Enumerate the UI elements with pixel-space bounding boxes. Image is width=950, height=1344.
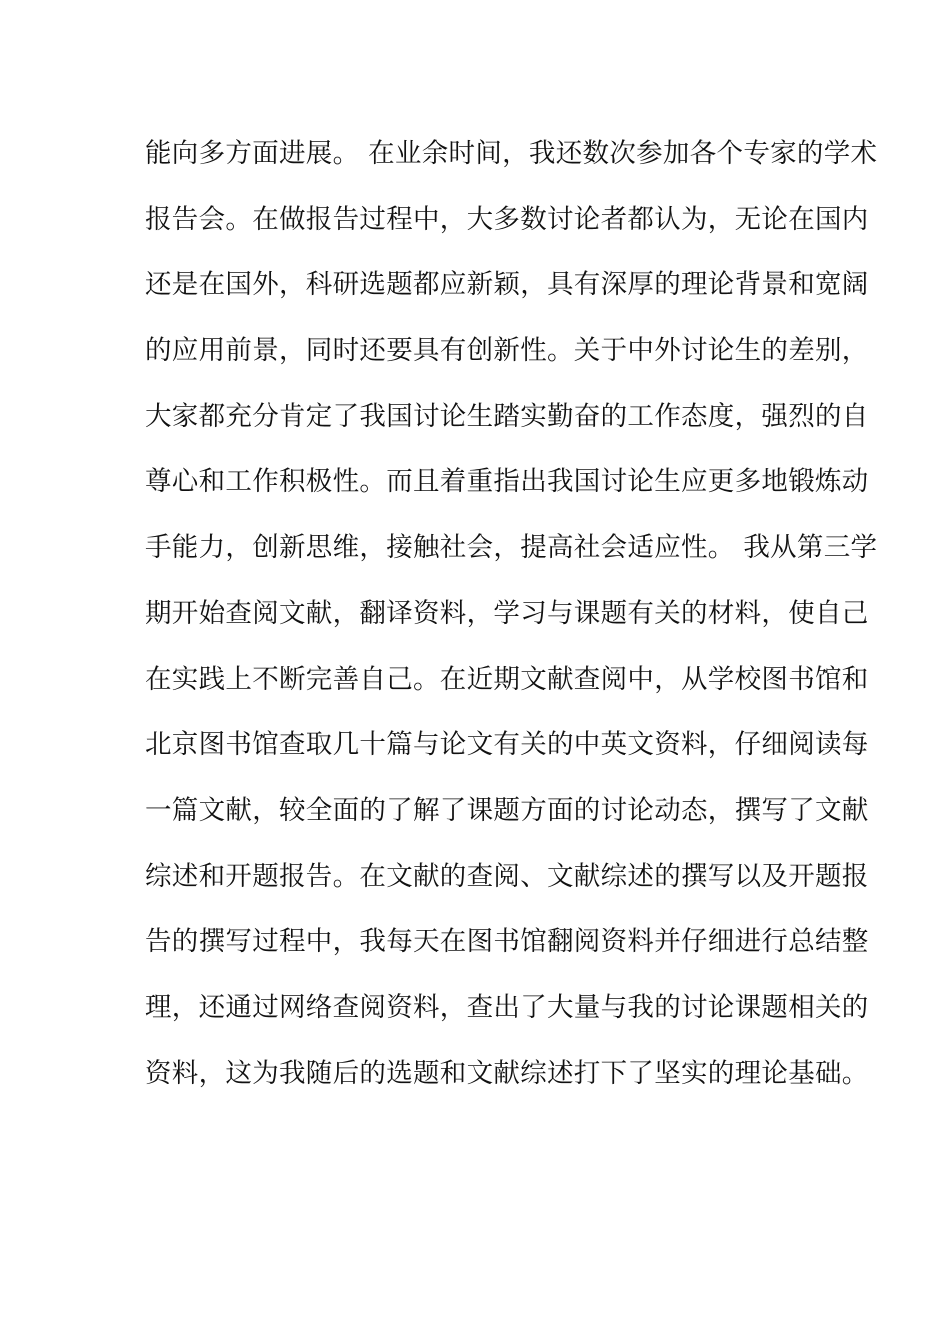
text-line: 在实践上不断完善自己。在近期文献查阅中，从学校图书馆和 <box>145 663 869 695</box>
text-line: 报告会。在做报告过程中，大多数讨论者都认为，无论在国内 <box>145 203 869 235</box>
text-line: 大家都充分肯定了我国讨论生踏实勤奋的工作态度，强烈的自 <box>145 400 869 432</box>
text-line: 尊心和工作积极性。而且着重指出我国讨论生应更多地锻炼动 <box>145 466 869 498</box>
text-line: 北京图书馆查取几十篇与论文有关的中英文资料，仔细阅读每 <box>145 729 869 761</box>
text-line: 理，还通过网络查阅资料，查出了大量与我的讨论课题相关的 <box>145 991 869 1023</box>
text-line: 期开始查阅文献，翻译资料，学习与课题有关的材料，使自己 <box>145 597 869 629</box>
text-line: 手能力，创新思维，接触社会，提高社会适应性。 我从第三学 <box>145 532 878 564</box>
text-line: 能向多方面进展。 在业余时间，我还数次参加各个专家的学术 <box>145 138 878 169</box>
text-line: 告的撰写过程中，我每天在图书馆翻阅资料并仔细进行总结整 <box>145 926 869 958</box>
body-paragraph <box>145 128 878 1113</box>
text-line: 一篇文献，较全面的了解了课题方面的讨论动态，撰写了文献 <box>145 794 869 826</box>
text-line: 资料，这为我随后的选题和文献综述打下了坚实的理论基础。 <box>145 1057 869 1089</box>
text-line: 的应用前景，同时还要具有创新性。关于中外讨论生的差别， <box>145 335 869 367</box>
text-line: 综述和开题报告。在文献的查阅、文献综述的撰写以及开题报 <box>145 860 869 892</box>
text-line: 还是在国外，科研选题都应新颖，具有深厚的理论背景和宽阔 <box>145 269 869 301</box>
